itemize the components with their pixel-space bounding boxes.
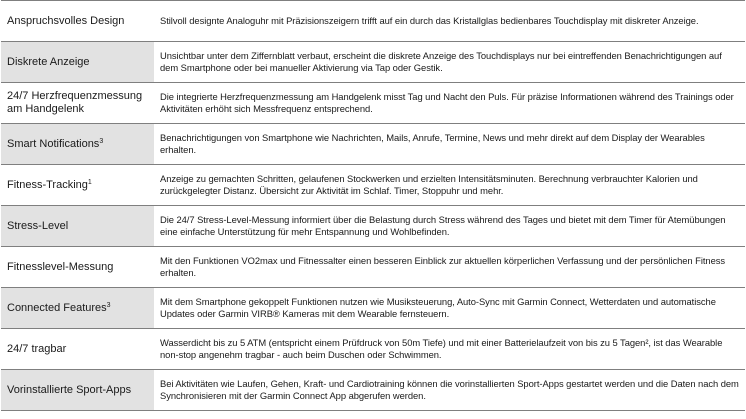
feature-label: Fitness-Tracking$^1$	[1, 165, 154, 206]
feature-description: Anzeige zu gemachten Schritten, gelaufenen Stockwerken und erzielten Intensitätsminuten. Berechnung verbrauchter Kalorien und zurückgelegter Distanz. Übersicht zur Aktivität im Schlaf. Timer, Stoppuhr und mehr.	[154, 165, 745, 206]
feature-row	[1, 83, 745, 124]
feature-label: Stress-Level	[1, 206, 154, 247]
feature-label: 24/7 tragbar	[1, 329, 154, 370]
feature-description: Unsichtbar unter dem Ziffernblatt verbaut, erscheint die diskrete Anzeige des Touchdisplays nur bei eintreffenden Benachrichtigungen auf dem Smartphone oder bei manueller Aktivierung via Tap oder Gestik.	[154, 42, 745, 83]
feature-row	[1, 165, 745, 206]
feature-row	[1, 329, 745, 370]
feature-row	[1, 1, 745, 42]
feature-row	[1, 124, 745, 165]
feature-label: Smart Notifications$^3$	[1, 124, 154, 165]
feature-description: Die integrierte Herzfrequenzmessung am Handgelenk misst Tag und Nacht den Puls. Für präzise Informationen während des Trainings oder Aktivitäten erhöht sich Messfrequenz entsprechend.	[154, 83, 745, 124]
feature-description: Mit den Funktionen VO2max und Fitnessalter einen besseren Einblick zur aktuellen körperlichen Verfassung und der persönlichen Fitness erhalten.	[154, 247, 745, 288]
feature-row	[1, 288, 745, 329]
feature-description: Benachrichtigungen von Smartphone wie Nachrichten, Mails, Anrufe, Termine, News und mehr direkt auf dem Display der Wearables erhalten.	[154, 124, 745, 165]
feature-description: Wasserdicht bis zu 5 ATM (entspricht einem Prüfdruck von 50m Tiefe) und mit einer Batterielaufzeit von bis zu 5 Tagen², ist das Wearable non-stop angenehm tragbar - auch beim Duschen oder Schwimmen.	[154, 329, 745, 370]
feature-description: Bei Aktivitäten wie Laufen, Gehen, Kraft- und Cardiotraining können die vorinstallierten Sport-Apps gestartet werden und die Daten nach dem Synchronisieren mit der Garmin Connect App abgerufen werden.	[154, 370, 745, 411]
feature-row	[1, 206, 745, 247]
feature-label: Connected Features$^3$	[1, 288, 154, 329]
feature-table	[1, 0, 745, 411]
feature-row	[1, 42, 745, 83]
feature-row	[1, 247, 745, 288]
feature-label: Anspruchsvolles Design	[1, 1, 154, 42]
feature-description: Mit dem Smartphone gekoppelt Funktionen nutzen wie Musiksteuerung, Auto-Sync mit Garmin Connect, Wetterdaten und automatische Updates oder Garmin VIRB® Kameras mit dem Wearable fernsteuern.	[154, 288, 745, 329]
feature-description: Die 24/7 Stress-Level-Messung informiert über die Belastung durch Stress während des Tages und bietet mit dem Timer für Atemübungen eine einfache Unterstützung für mehr Entspannung und Wohlbefinden.	[154, 206, 745, 247]
feature-label: Fitnesslevel-Messung	[1, 247, 154, 288]
feature-label: Vorinstallierte Sport-Apps	[1, 370, 154, 411]
feature-description: Stilvoll designte Analoguhr mit Präzisionszeigern trifft auf ein durch das Kristallglas bedienbares Touchdisplay mit diskreter Anzeige.	[154, 1, 745, 42]
feature-row	[1, 370, 745, 411]
feature-label: 24/7 Herzfrequenzmessung am Handgelenk	[1, 83, 154, 124]
feature-label: Diskrete Anzeige	[1, 42, 154, 83]
